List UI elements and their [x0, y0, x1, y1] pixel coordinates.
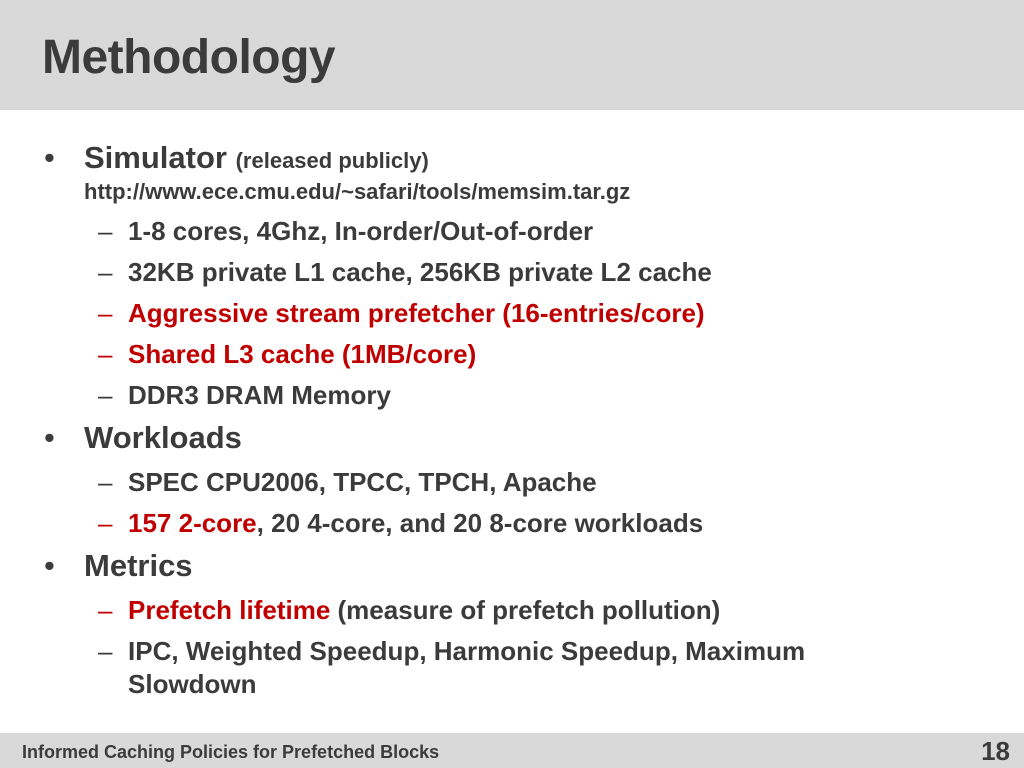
subitem-text: (measure of prefetch pollution): [330, 595, 721, 625]
subitem-text: Shared L3 cache (1MB/core): [128, 339, 477, 369]
subitem: [98, 594, 721, 626]
dash-icon: –: [98, 257, 113, 287]
subitem: [98, 215, 594, 247]
bullet-workloads: [44, 420, 242, 456]
bullet-label: Simulator: [84, 140, 227, 175]
dash-icon: –: [98, 339, 113, 369]
subitem-highlighted: [98, 338, 477, 370]
footer-title: Informed Caching Policies for Prefetched Blocks: [22, 742, 440, 762]
dash-icon: –: [98, 467, 113, 497]
bullet-simulator: [44, 140, 429, 179]
bullet-note: (released publicly): [235, 148, 429, 173]
subitem: [98, 379, 391, 411]
subitem-text: DDR3 DRAM Memory: [128, 380, 391, 410]
subitem: [98, 256, 712, 288]
subitem-text: 1-8 cores, 4Ghz, In-order/Out-of-order: [128, 216, 594, 246]
subitem: [98, 466, 597, 498]
page-number: 18: [981, 736, 1010, 766]
dash-icon: –: [98, 595, 113, 625]
bullet-label: Workloads: [84, 420, 242, 455]
subitem-text: SPEC CPU2006, TPCC, TPCH, Apache: [128, 467, 597, 497]
dash-icon: –: [98, 380, 113, 410]
dash-icon: –: [98, 298, 113, 328]
bullet-icon: •: [44, 140, 55, 175]
dash-icon: –: [98, 636, 113, 666]
bullet-icon: •: [44, 548, 55, 583]
subitem: [98, 507, 704, 539]
subitem-highlight: Prefetch lifetime: [128, 595, 331, 625]
bullet-label: Metrics: [84, 548, 193, 583]
slide-title: Methodology: [42, 31, 336, 84]
subitem-text: , 20 4-core, and 20 8-core workloads: [256, 508, 704, 538]
subitem: [98, 635, 806, 667]
bullet-icon: •: [44, 420, 55, 455]
subitem-highlight: 157 2-core: [128, 508, 257, 538]
subitem-text: IPC, Weighted Speedup, Harmonic Speedup, Maximum: [128, 636, 806, 666]
bullet-metrics: [44, 548, 193, 584]
simulator-url: http://www.ece.cmu.edu/~safari/tools/memsim.tar.gz: [84, 179, 631, 204]
subitem-highlighted: [98, 297, 705, 329]
subitem-continuation: Slowdown: [128, 669, 257, 699]
subitem-text: 32KB private L1 cache, 256KB private L2 cache: [128, 257, 712, 287]
subitem-text: Aggressive stream prefetcher (16-entries/core): [128, 298, 705, 328]
dash-icon: –: [98, 216, 113, 246]
dash-icon: –: [98, 508, 113, 538]
